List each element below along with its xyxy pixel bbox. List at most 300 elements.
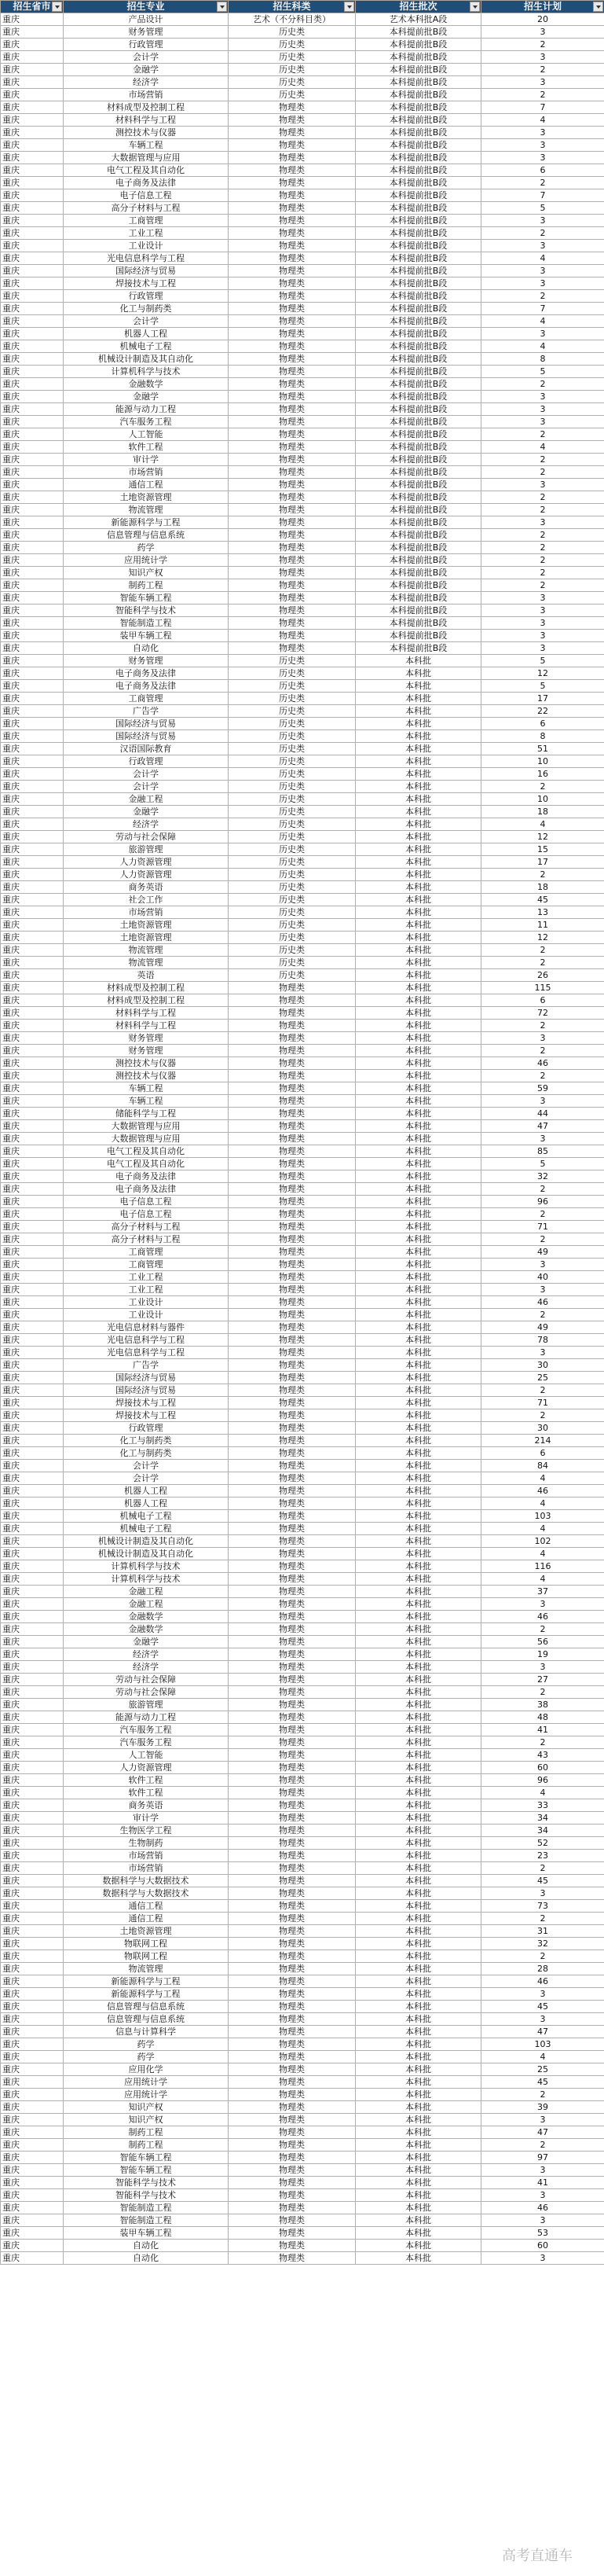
- cell-category[interactable]: 物理类: [229, 1347, 356, 1359]
- cell-batch[interactable]: 本科批: [356, 680, 481, 693]
- cell-batch[interactable]: 本科批: [356, 743, 481, 755]
- cell-category[interactable]: 物理类: [229, 1950, 356, 1963]
- cell-batch[interactable]: 本科提前批B段: [356, 164, 481, 177]
- cell-batch[interactable]: 本科批: [356, 705, 481, 718]
- cell-category[interactable]: 物理类: [229, 1799, 356, 1812]
- cell-category[interactable]: 物理类: [229, 391, 356, 403]
- cell-batch[interactable]: 本科批: [356, 957, 481, 969]
- cell-batch[interactable]: 本科提前批B段: [356, 391, 481, 403]
- cell-batch[interactable]: 本科提前批B段: [356, 252, 481, 265]
- cell-category[interactable]: 物理类: [229, 1120, 356, 1133]
- cell-major[interactable]: 人力资源管理: [64, 856, 229, 869]
- cell-plan[interactable]: 4: [481, 252, 604, 265]
- cell-category[interactable]: 物理类: [229, 617, 356, 630]
- cell-province[interactable]: 重庆: [1, 1082, 64, 1095]
- cell-province[interactable]: 重庆: [1, 529, 64, 542]
- cell-category[interactable]: 物理类: [229, 1208, 356, 1221]
- cell-category[interactable]: 物理类: [229, 1975, 356, 1988]
- cell-category[interactable]: 物理类: [229, 579, 356, 592]
- cell-major[interactable]: 装甲车辆工程: [64, 2227, 229, 2240]
- cell-province[interactable]: 重庆: [1, 1975, 64, 1988]
- cell-category[interactable]: 物理类: [229, 2164, 356, 2177]
- cell-province[interactable]: 重庆: [1, 1875, 64, 1887]
- cell-category[interactable]: 物理类: [229, 265, 356, 277]
- cell-major[interactable]: 软件工程: [64, 441, 229, 454]
- cell-major[interactable]: 材料成型及控制工程: [64, 982, 229, 994]
- cell-province[interactable]: 重庆: [1, 428, 64, 441]
- cell-province[interactable]: 重庆: [1, 1812, 64, 1825]
- cell-batch[interactable]: 本科提前批B段: [356, 366, 481, 378]
- cell-province[interactable]: 重庆: [1, 1372, 64, 1384]
- cell-major[interactable]: 市场营销: [64, 89, 229, 101]
- cell-major[interactable]: 财务管理: [64, 26, 229, 39]
- cell-category[interactable]: 物理类: [229, 2152, 356, 2164]
- cell-province[interactable]: 重庆: [1, 2177, 64, 2189]
- cell-batch[interactable]: 本科批: [356, 1032, 481, 1045]
- cell-major[interactable]: 新能源科学与工程: [64, 1975, 229, 1988]
- cell-batch[interactable]: 本科批: [356, 1674, 481, 1686]
- cell-category[interactable]: 历史类: [229, 26, 356, 39]
- cell-major[interactable]: 金融学: [64, 1636, 229, 1648]
- cell-province[interactable]: 重庆: [1, 1296, 64, 1309]
- cell-province[interactable]: 重庆: [1, 1447, 64, 1460]
- cell-batch[interactable]: 本科批: [356, 1108, 481, 1120]
- cell-major[interactable]: 机器人工程: [64, 328, 229, 340]
- cell-major[interactable]: 光电信息科学与工程: [64, 1347, 229, 1359]
- cell-province[interactable]: 重庆: [1, 1208, 64, 1221]
- cell-province[interactable]: 重庆: [1, 768, 64, 781]
- cell-batch[interactable]: 本科提前批B段: [356, 215, 481, 227]
- cell-plan[interactable]: 2: [481, 1623, 604, 1636]
- cell-province[interactable]: 重庆: [1, 1271, 64, 1284]
- cell-major[interactable]: 电子商务及法律: [64, 1170, 229, 1183]
- cell-major[interactable]: 电子商务及法律: [64, 177, 229, 189]
- cell-category[interactable]: 历史类: [229, 957, 356, 969]
- cell-category[interactable]: 物理类: [229, 1233, 356, 1246]
- cell-plan[interactable]: 2: [481, 2089, 604, 2101]
- filter-dropdown-icon[interactable]: [52, 2, 62, 12]
- cell-category[interactable]: 物理类: [229, 1045, 356, 1057]
- cell-batch[interactable]: 本科批: [356, 1460, 481, 1472]
- cell-major[interactable]: 智能科学与技术: [64, 2189, 229, 2202]
- cell-batch[interactable]: 本科批: [356, 1259, 481, 1271]
- cell-province[interactable]: 重庆: [1, 403, 64, 416]
- cell-province[interactable]: 重庆: [1, 189, 64, 202]
- cell-plan[interactable]: 85: [481, 1145, 604, 1158]
- cell-province[interactable]: 重庆: [1, 718, 64, 730]
- cell-category[interactable]: 物理类: [229, 1145, 356, 1158]
- cell-plan[interactable]: 34: [481, 1812, 604, 1825]
- cell-major[interactable]: 知识产权: [64, 2114, 229, 2126]
- cell-batch[interactable]: 本科提前批B段: [356, 152, 481, 164]
- cell-category[interactable]: 物理类: [229, 1082, 356, 1095]
- cell-batch[interactable]: 本科批: [356, 2240, 481, 2252]
- cell-major[interactable]: 土地资源管理: [64, 491, 229, 504]
- cell-major[interactable]: 电子信息工程: [64, 1196, 229, 1208]
- cell-province[interactable]: 重庆: [1, 2227, 64, 2240]
- cell-plan[interactable]: 7: [481, 189, 604, 202]
- cell-major[interactable]: 商务英语: [64, 1799, 229, 1812]
- cell-plan[interactable]: 31: [481, 1925, 604, 1938]
- cell-province[interactable]: 重庆: [1, 730, 64, 743]
- cell-major[interactable]: 国际经济与贸易: [64, 730, 229, 743]
- cell-major[interactable]: 新能源科学与工程: [64, 516, 229, 529]
- cell-province[interactable]: 重庆: [1, 1950, 64, 1963]
- cell-batch[interactable]: 本科批: [356, 1045, 481, 1057]
- cell-category[interactable]: 物理类: [229, 2126, 356, 2139]
- cell-major[interactable]: 行政管理: [64, 755, 229, 768]
- cell-batch[interactable]: 本科批: [356, 1309, 481, 1321]
- cell-category[interactable]: 历史类: [229, 89, 356, 101]
- cell-category[interactable]: 物理类: [229, 101, 356, 114]
- cell-batch[interactable]: 本科批: [356, 1485, 481, 1497]
- cell-major[interactable]: 审计学: [64, 454, 229, 466]
- cell-batch[interactable]: 本科批: [356, 1711, 481, 1724]
- cell-category[interactable]: 物理类: [229, 1636, 356, 1648]
- cell-batch[interactable]: 本科提前批B段: [356, 554, 481, 567]
- cell-province[interactable]: 重庆: [1, 1674, 64, 1686]
- cell-category[interactable]: 历史类: [229, 730, 356, 743]
- cell-major[interactable]: 通信工程: [64, 1900, 229, 1913]
- cell-category[interactable]: 物理类: [229, 403, 356, 416]
- cell-province[interactable]: 重庆: [1, 114, 64, 127]
- cell-major[interactable]: 工业设计: [64, 240, 229, 252]
- cell-category[interactable]: 物理类: [229, 2013, 356, 2026]
- cell-batch[interactable]: 本科提前批B段: [356, 114, 481, 127]
- cell-major[interactable]: 人力资源管理: [64, 1762, 229, 1774]
- cell-batch[interactable]: 本科批: [356, 2038, 481, 2051]
- cell-major[interactable]: 电子信息工程: [64, 1208, 229, 1221]
- cell-plan[interactable]: 25: [481, 2063, 604, 2076]
- cell-plan[interactable]: 48: [481, 1711, 604, 1724]
- cell-category[interactable]: 历史类: [229, 51, 356, 64]
- cell-province[interactable]: 重庆: [1, 1862, 64, 1875]
- cell-batch[interactable]: 本科提前批B段: [356, 202, 481, 215]
- cell-plan[interactable]: 12: [481, 831, 604, 843]
- cell-batch[interactable]: 本科提前批B段: [356, 516, 481, 529]
- cell-batch[interactable]: 本科提前批B段: [356, 189, 481, 202]
- cell-batch[interactable]: 本科批: [356, 768, 481, 781]
- cell-category[interactable]: 历史类: [229, 919, 356, 932]
- cell-province[interactable]: 重庆: [1, 1900, 64, 1913]
- cell-batch[interactable]: 本科批: [356, 1020, 481, 1032]
- cell-province[interactable]: 重庆: [1, 1799, 64, 1812]
- cell-major[interactable]: 信息管理与信息系统: [64, 529, 229, 542]
- cell-batch[interactable]: 本科批: [356, 2076, 481, 2089]
- cell-batch[interactable]: 本科批: [356, 2013, 481, 2026]
- cell-plan[interactable]: 4: [481, 1523, 604, 1535]
- cell-batch[interactable]: 本科批: [356, 2063, 481, 2076]
- cell-plan[interactable]: 2: [481, 554, 604, 567]
- cell-batch[interactable]: 本科提前批B段: [356, 303, 481, 315]
- cell-category[interactable]: 历史类: [229, 667, 356, 680]
- cell-province[interactable]: 重庆: [1, 1334, 64, 1347]
- cell-category[interactable]: 物理类: [229, 1296, 356, 1309]
- cell-batch[interactable]: 本科批: [356, 1648, 481, 1661]
- cell-province[interactable]: 重庆: [1, 2164, 64, 2177]
- cell-province[interactable]: 重庆: [1, 2252, 64, 2265]
- cell-major[interactable]: 审计学: [64, 1812, 229, 1825]
- cell-batch[interactable]: 本科批: [356, 906, 481, 919]
- cell-major[interactable]: 车辆工程: [64, 139, 229, 152]
- cell-province[interactable]: 重庆: [1, 1762, 64, 1774]
- cell-province[interactable]: 重庆: [1, 793, 64, 806]
- cell-province[interactable]: 重庆: [1, 806, 64, 818]
- cell-plan[interactable]: 3: [481, 76, 604, 89]
- cell-batch[interactable]: 本科提前批B段: [356, 617, 481, 630]
- cell-province[interactable]: 重庆: [1, 441, 64, 454]
- cell-major[interactable]: 智能科学与技术: [64, 2177, 229, 2189]
- cell-plan[interactable]: 78: [481, 1334, 604, 1347]
- cell-plan[interactable]: 12: [481, 932, 604, 944]
- cell-province[interactable]: 重庆: [1, 869, 64, 881]
- cell-plan[interactable]: 38: [481, 1699, 604, 1711]
- cell-major[interactable]: 大数据管理与应用: [64, 152, 229, 164]
- cell-plan[interactable]: 2: [481, 957, 604, 969]
- cell-major[interactable]: 物流管理: [64, 944, 229, 957]
- cell-province[interactable]: 重庆: [1, 2240, 64, 2252]
- cell-plan[interactable]: 22: [481, 705, 604, 718]
- cell-province[interactable]: 重庆: [1, 64, 64, 76]
- cell-batch[interactable]: 本科提前批B段: [356, 76, 481, 89]
- cell-major[interactable]: 机器人工程: [64, 1497, 229, 1510]
- cell-plan[interactable]: 47: [481, 2026, 604, 2038]
- cell-batch[interactable]: 本科批: [356, 1560, 481, 1573]
- cell-batch[interactable]: 本科提前批B段: [356, 428, 481, 441]
- cell-major[interactable]: 智能车辆工程: [64, 2152, 229, 2164]
- cell-plan[interactable]: 4: [481, 1472, 604, 1485]
- cell-province[interactable]: 重庆: [1, 1472, 64, 1485]
- cell-province[interactable]: 重庆: [1, 1573, 64, 1586]
- cell-batch[interactable]: 本科批: [356, 1208, 481, 1221]
- cell-province[interactable]: 重庆: [1, 1787, 64, 1799]
- cell-major[interactable]: 机械电子工程: [64, 1510, 229, 1523]
- cell-major[interactable]: 制药工程: [64, 2139, 229, 2152]
- cell-province[interactable]: 重庆: [1, 655, 64, 667]
- cell-major[interactable]: 数据科学与大数据技术: [64, 1887, 229, 1900]
- cell-major[interactable]: 药学: [64, 2051, 229, 2063]
- cell-plan[interactable]: 3: [481, 391, 604, 403]
- cell-batch[interactable]: 本科批: [356, 1196, 481, 1208]
- cell-plan[interactable]: 51: [481, 743, 604, 755]
- cell-category[interactable]: 物理类: [229, 1988, 356, 2001]
- cell-province[interactable]: 重庆: [1, 894, 64, 906]
- cell-province[interactable]: 重庆: [1, 1158, 64, 1170]
- cell-plan[interactable]: 16: [481, 768, 604, 781]
- cell-plan[interactable]: 45: [481, 1875, 604, 1887]
- cell-province[interactable]: 重庆: [1, 2152, 64, 2164]
- cell-batch[interactable]: 本科批: [356, 1812, 481, 1825]
- cell-category[interactable]: 物理类: [229, 1837, 356, 1850]
- cell-plan[interactable]: 43: [481, 1749, 604, 1762]
- cell-major[interactable]: 药学: [64, 542, 229, 554]
- cell-province[interactable]: 重庆: [1, 2202, 64, 2214]
- cell-batch[interactable]: 本科批: [356, 1774, 481, 1787]
- cell-plan[interactable]: 4: [481, 1573, 604, 1586]
- cell-category[interactable]: 物理类: [229, 2139, 356, 2152]
- cell-major[interactable]: 汽车服务工程: [64, 1736, 229, 1749]
- cell-province[interactable]: 重庆: [1, 2026, 64, 2038]
- cell-province[interactable]: 重庆: [1, 39, 64, 51]
- cell-major[interactable]: 会计学: [64, 1472, 229, 1485]
- cell-province[interactable]: 重庆: [1, 1623, 64, 1636]
- cell-batch[interactable]: 本科批: [356, 781, 481, 793]
- cell-category[interactable]: 物理类: [229, 1384, 356, 1397]
- cell-plan[interactable]: 2: [481, 504, 604, 516]
- cell-major[interactable]: 经济学: [64, 818, 229, 831]
- cell-province[interactable]: 重庆: [1, 579, 64, 592]
- cell-major[interactable]: 高分子材料与工程: [64, 1233, 229, 1246]
- cell-category[interactable]: 物理类: [229, 340, 356, 353]
- cell-category[interactable]: 物理类: [229, 1938, 356, 1950]
- cell-category[interactable]: 物理类: [229, 1535, 356, 1548]
- cell-major[interactable]: 金融数学: [64, 378, 229, 391]
- cell-province[interactable]: 重庆: [1, 969, 64, 982]
- cell-batch[interactable]: 本科提前批B段: [356, 290, 481, 303]
- cell-plan[interactable]: 49: [481, 1321, 604, 1334]
- cell-category[interactable]: 物理类: [229, 2114, 356, 2126]
- cell-batch[interactable]: 本科批: [356, 1548, 481, 1560]
- cell-batch[interactable]: 本科批: [356, 1636, 481, 1648]
- cell-category[interactable]: 物理类: [229, 1221, 356, 1233]
- cell-plan[interactable]: 8: [481, 353, 604, 366]
- cell-batch[interactable]: 本科提前批B段: [356, 416, 481, 428]
- cell-batch[interactable]: 本科批: [356, 1825, 481, 1837]
- cell-batch[interactable]: 本科提前批B段: [356, 579, 481, 592]
- cell-province[interactable]: 重庆: [1, 906, 64, 919]
- cell-category[interactable]: 物理类: [229, 1598, 356, 1611]
- cell-major[interactable]: 生物制药: [64, 1837, 229, 1850]
- cell-major[interactable]: 经济学: [64, 1648, 229, 1661]
- cell-category[interactable]: 物理类: [229, 441, 356, 454]
- cell-category[interactable]: 物理类: [229, 1284, 356, 1296]
- cell-plan[interactable]: 4: [481, 1548, 604, 1560]
- cell-province[interactable]: 重庆: [1, 51, 64, 64]
- cell-province[interactable]: 重庆: [1, 2214, 64, 2227]
- cell-province[interactable]: 重庆: [1, 1497, 64, 1510]
- cell-batch[interactable]: 本科批: [356, 2051, 481, 2063]
- cell-category[interactable]: 物理类: [229, 1913, 356, 1925]
- cell-batch[interactable]: 本科提前批B段: [356, 26, 481, 39]
- cell-batch[interactable]: 本科批: [356, 793, 481, 806]
- cell-plan[interactable]: 3: [481, 604, 604, 617]
- cell-plan[interactable]: 6: [481, 994, 604, 1007]
- cell-batch[interactable]: 本科批: [356, 1963, 481, 1975]
- cell-major[interactable]: 金融数学: [64, 1611, 229, 1623]
- cell-province[interactable]: 重庆: [1, 1397, 64, 1409]
- cell-batch[interactable]: 本科批: [356, 1384, 481, 1397]
- cell-batch[interactable]: 本科提前批B段: [356, 441, 481, 454]
- cell-batch[interactable]: 本科批: [356, 1762, 481, 1774]
- cell-batch[interactable]: 本科批: [356, 1372, 481, 1384]
- cell-batch[interactable]: 本科提前批B段: [356, 604, 481, 617]
- cell-major[interactable]: 会计学: [64, 1460, 229, 1472]
- cell-major[interactable]: 软件工程: [64, 1787, 229, 1799]
- cell-plan[interactable]: 56: [481, 1636, 604, 1648]
- cell-plan[interactable]: 5: [481, 202, 604, 215]
- cell-batch[interactable]: 本科批: [356, 1221, 481, 1233]
- cell-plan[interactable]: 3: [481, 2189, 604, 2202]
- cell-province[interactable]: 重庆: [1, 1233, 64, 1246]
- cell-category[interactable]: 物理类: [229, 240, 356, 252]
- cell-batch[interactable]: 本科批: [356, 1183, 481, 1196]
- cell-batch[interactable]: 本科批: [356, 869, 481, 881]
- cell-plan[interactable]: 12: [481, 667, 604, 680]
- cell-province[interactable]: 重庆: [1, 617, 64, 630]
- cell-plan[interactable]: 2: [481, 89, 604, 101]
- cell-category[interactable]: 物理类: [229, 1271, 356, 1284]
- cell-plan[interactable]: 4: [481, 818, 604, 831]
- cell-plan[interactable]: 3: [481, 152, 604, 164]
- cell-category[interactable]: 物理类: [229, 1762, 356, 1774]
- cell-category[interactable]: 物理类: [229, 1435, 356, 1447]
- cell-category[interactable]: 历史类: [229, 705, 356, 718]
- cell-category[interactable]: 物理类: [229, 1862, 356, 1875]
- cell-category[interactable]: 物理类: [229, 1460, 356, 1472]
- cell-batch[interactable]: 本科提前批B段: [356, 340, 481, 353]
- cell-plan[interactable]: 96: [481, 1196, 604, 1208]
- cell-plan[interactable]: 3: [481, 2164, 604, 2177]
- cell-plan[interactable]: 3: [481, 2114, 604, 2126]
- cell-batch[interactable]: 本科批: [356, 2114, 481, 2126]
- cell-major[interactable]: 应用统计学: [64, 554, 229, 567]
- cell-plan[interactable]: 102: [481, 1535, 604, 1548]
- cell-category[interactable]: 物理类: [229, 416, 356, 428]
- cell-batch[interactable]: 本科批: [356, 843, 481, 856]
- cell-plan[interactable]: 2: [481, 869, 604, 881]
- cell-plan[interactable]: 46: [481, 2202, 604, 2214]
- cell-category[interactable]: 物理类: [229, 164, 356, 177]
- cell-major[interactable]: 知识产权: [64, 2101, 229, 2114]
- cell-major[interactable]: 工业设计: [64, 1296, 229, 1309]
- cell-province[interactable]: 重庆: [1, 1347, 64, 1359]
- cell-plan[interactable]: 4: [481, 340, 604, 353]
- cell-category[interactable]: 物理类: [229, 1397, 356, 1409]
- cell-major[interactable]: 智能制造工程: [64, 2202, 229, 2214]
- cell-batch[interactable]: 本科批: [356, 2252, 481, 2265]
- cell-province[interactable]: 重庆: [1, 1145, 64, 1158]
- cell-batch[interactable]: 本科批: [356, 2189, 481, 2202]
- cell-batch[interactable]: 本科提前批B段: [356, 491, 481, 504]
- cell-plan[interactable]: 3: [481, 642, 604, 655]
- cell-category[interactable]: 历史类: [229, 718, 356, 730]
- cell-plan[interactable]: 46: [481, 1296, 604, 1309]
- cell-major[interactable]: 电子商务及法律: [64, 680, 229, 693]
- cell-plan[interactable]: 3: [481, 328, 604, 340]
- cell-major[interactable]: 应用统计学: [64, 2089, 229, 2101]
- cell-province[interactable]: 重庆: [1, 1435, 64, 1447]
- cell-plan[interactable]: 2: [481, 1384, 604, 1397]
- cell-major[interactable]: 人力资源管理: [64, 869, 229, 881]
- cell-province[interactable]: 重庆: [1, 1611, 64, 1623]
- cell-province[interactable]: 重庆: [1, 1850, 64, 1862]
- cell-category[interactable]: 物理类: [229, 1875, 356, 1887]
- cell-major[interactable]: 测控技术与仪器: [64, 1057, 229, 1070]
- cell-plan[interactable]: 52: [481, 1837, 604, 1850]
- cell-category[interactable]: 物理类: [229, 604, 356, 617]
- cell-major[interactable]: 金融学: [64, 64, 229, 76]
- cell-category[interactable]: 历史类: [229, 743, 356, 755]
- cell-major[interactable]: 光电信息科学与工程: [64, 1334, 229, 1347]
- cell-major[interactable]: 车辆工程: [64, 1082, 229, 1095]
- cell-plan[interactable]: 71: [481, 1397, 604, 1409]
- cell-plan[interactable]: 10: [481, 793, 604, 806]
- cell-batch[interactable]: 本科批: [356, 994, 481, 1007]
- cell-category[interactable]: 物理类: [229, 189, 356, 202]
- cell-province[interactable]: 重庆: [1, 932, 64, 944]
- cell-batch[interactable]: 本科批: [356, 1749, 481, 1762]
- cell-category[interactable]: 物理类: [229, 1409, 356, 1422]
